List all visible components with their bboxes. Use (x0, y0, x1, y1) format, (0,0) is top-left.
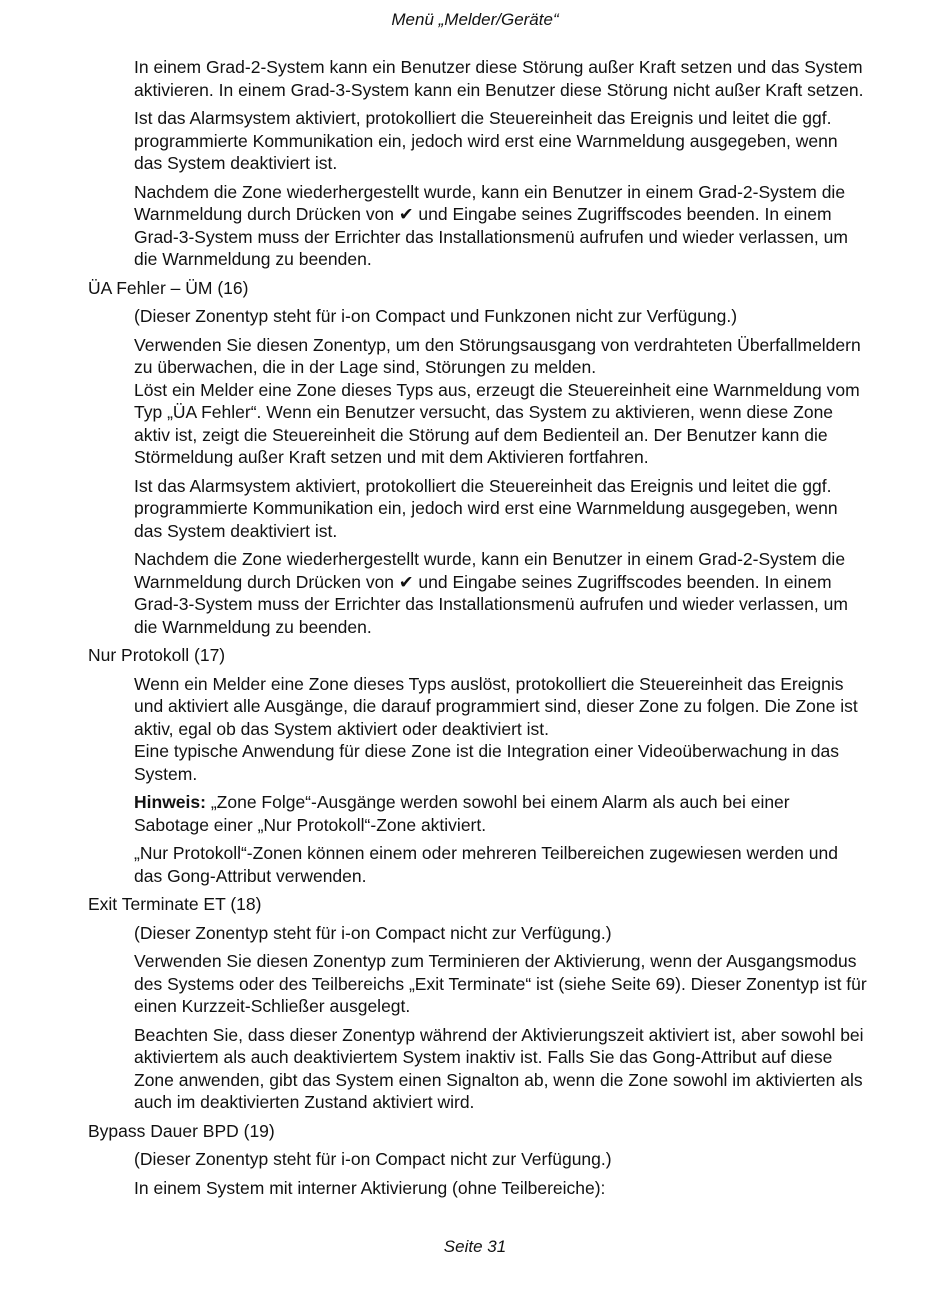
section-heading-ua-fehler: ÜA Fehler – ÜM (16) (88, 277, 249, 298)
document-body (88, 56, 868, 1205)
ua-fehler-trigger-paragraph: Löst ein Melder eine Zone dieses Typs aus, erzeugt die Steuereinheit eine Warnmeldung vom Typ „ÜA Fehler“. Wenn ein Benutzer versucht, das System zu aktivieren, wenn diese Zone aktiv ist, zeigt die Steuereinheit die Störung auf dem Bedienteil an. Der Benutzer kann die Störmeldung außer Kraft setzen und mit dem Aktivieren fortfahren. (134, 379, 860, 467)
exit-terminate-behavior-paragraph: Beachten Sie, dass dieser Zonentyp während der Aktivierungszeit aktiviert ist, aber sowohl bei aktiviertem als auch deaktiviertem System inaktiv ist. Falls Sie das Gong-Attribut auf diese Zone anwenden, gibt das System einen Signalton ab, wenn die Zone sowohl im aktivierten als auch im deaktivierten Zustand aktiviert wird. (134, 1024, 864, 1112)
intro-paragraph-3: Nachdem die Zone wiederhergestellt wurde, kann ein Benutzer in einem Grad-2-System die Warnmeldung durch Drücken von ✔ und Eingabe seines Zugriffscodes beenden. In einem Grad-3-System muss der Errichter das Installationsmenü aufrufen und wieder verlassen, um die Warnmeldung zu beenden. (134, 181, 848, 269)
nur-protokoll-usage-paragraph: Eine typische Anwendung für diese Zone ist die Integration einer Videoüberwachung in das System. (134, 741, 840, 784)
ua-fehler-availability-note: (Dieser Zonentyp steht für i-on Compact und Funkzonen nicht zur Verfügung.) (134, 306, 738, 326)
exit-terminate-availability-note: (Dieser Zonentyp steht für i-on Compact nicht zur Verfügung.) (134, 922, 612, 943)
section-heading-bypass-dauer: Bypass Dauer BPD (19) (88, 1120, 275, 1141)
nur-protokoll-trigger-paragraph: Wenn ein Melder eine Zone dieses Typs auslöst, protokolliert die Steuereinheit das Ereignis und aktiviert alle Ausgänge, die darauf programmiert sind, dieser Zone zu folgen. Die Zone ist aktiv, egal ob das System aktiviert oder deaktiviert ist. (134, 673, 858, 739)
nur-protokoll-assignment-paragraph: „Nur Protokoll“-Zonen können einem oder mehreren Teilbereichen zugewiesen werden und das Gong-Attribut verwenden. (134, 843, 838, 886)
ua-fehler-usage-paragraph: Verwenden Sie diesen Zonentyp, um den Störungsausgang von verdrahteten Überfallmeldern zu überwachen, die in der Lage sind, Störungen zu melden. (134, 334, 861, 377)
intro-paragraph-1: In einem Grad-2-System kann ein Benutzer diese Störung außer Kraft setzen und das System aktivieren. In einem Grad-3-System kann ein Benutzer diese Störung nicht außer Kraft setzen. (134, 57, 864, 100)
page-number: Seite 31 (443, 1237, 507, 1256)
section-heading-nur-protokoll: Nur Protokoll (17) (88, 645, 226, 665)
ua-fehler-restore-paragraph: Nachdem die Zone wiederhergestellt wurde, kann ein Benutzer in einem Grad-2-System die Warnmeldung durch Drücken von ✔ und Eingabe seines Zugriffscodes beenden. In einem Grad-3-System muss der Errichter das Installationsmenü aufrufen und wieder verlassen, um die Warnmeldung zu beenden. (134, 549, 848, 637)
intro-paragraph-2: Ist das Alarmsystem aktiviert, protokolliert die Steuereinheit das Ereignis und leitet die ggf. programmierte Kommunikation ein, jedoch wird erst eine Warnmeldung ausgegeben, wenn das System deaktiviert ist. (134, 108, 838, 173)
section-heading-exit-terminate: Exit Terminate ET (18) (88, 894, 262, 914)
bypass-dauer-availability-note: (Dieser Zonentyp steht für i-on Compact nicht zur Verfügung.) (134, 1149, 612, 1169)
bypass-dauer-intro-paragraph: In einem System mit interner Aktivierung (ohne Teilbereiche): (134, 1177, 606, 1198)
page-header: Menü „Melder/Geräte“ (391, 10, 559, 29)
note-text: „Zone Folge“-Ausgänge werden sowohl bei einem Alarm als auch bei einer Sabotage einer „Nur Protokoll“-Zone aktiviert. (134, 792, 790, 835)
ua-fehler-armed-paragraph: Ist das Alarmsystem aktiviert, protokolliert die Steuereinheit das Ereignis und leitet die ggf. programmierte Kommunikation ein, jedoch wird erst eine Warnmeldung ausgegeben, wenn das System deaktiviert ist. (134, 475, 838, 541)
exit-terminate-usage-paragraph: Verwenden Sie diesen Zonentyp zum Terminieren der Aktivierung, wenn der Ausgangsmodus des Systems oder des Teilbereichs „Exit Terminate“ ist (siehe Seite 69). Dieser Zonentyp ist für einen Kurzzeit-Schließer ausgelegt. (134, 951, 867, 1016)
nur-protokoll-note (134, 791, 868, 836)
note-label: Hinweis: (134, 792, 206, 812)
